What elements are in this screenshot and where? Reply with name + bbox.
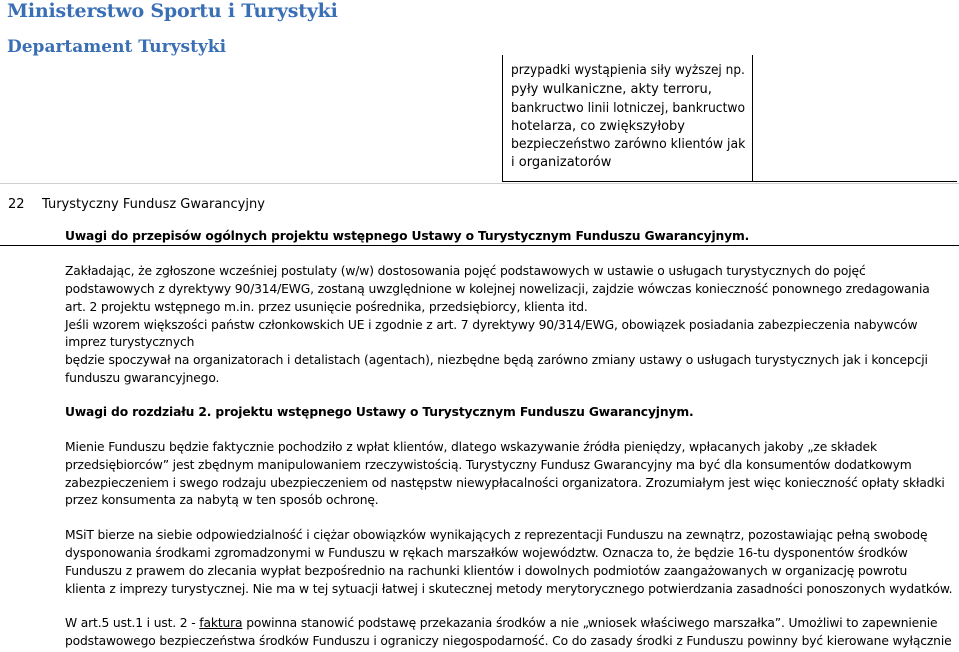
department-title: Departament Turystyki [7,37,227,57]
paragraph-line: funduszu gwarancyjnego. [65,371,220,385]
table-divider [502,181,957,182]
paragraph-line: Jeśli wzorem większości państw członkowskich UE i zgodnie z art. 7 dyrektywy 90/314/EWG, obowiązek posiadania zabezpieczenia nabywców [65,318,918,332]
section-heading-chapter2: Uwagi do rozdziału 2. projektu wstępnego Ustawy o Turystycznym Funduszu Gwarancyjnym. [65,405,694,419]
table-divider-light [0,183,959,184]
cell-text-line: hotelarza, co zwiększyłoby [511,119,685,134]
cell-text-line: bezpieczeństwo zarówno klientów jak [511,137,746,152]
paragraph-line: przedsiębiorców” jest zbędnym manipulowaniem rzeczywistością. Turystyczny Fundusz Gwarancyjny ma być dla konsumentów dodatkowym [65,458,912,472]
paragraph-line: Funduszu z prawem do zlecania wypłat bezpośrednio na rachunki klientów i dowolnych podmiotów zaangażowanych w organizację powrotu [65,564,908,578]
cell-text-line: i organizatorów [511,155,612,170]
paragraph-line: dysponowania środkami zgromadzonymi w Funduszu w rękach marszałków województw. Oznacza to, że będzie 16-tu dysponentów środków [65,546,908,560]
paragraph-line: zabezpieczeniem i swego rodzaju ubezpieczeniem od następstw niewypłacalności organizatora. Zrozumiałym jest więc konieczność opłaty składki [65,476,945,490]
paragraph-line: będzie spoczywał na organizatorach i detalistach (agentach), niezbędne będą zarówno zmiany ustawy o usługach turystycznych jak i koncepcji [65,353,928,367]
ministry-title: Ministerstwo Sportu i Turystyki [7,0,338,22]
text-run: W art.5 ust.1 i ust. 2 - [65,616,200,630]
row-title: Turystyczny Fundusz Gwarancyjny [42,197,265,212]
paragraph-line: przez konsumenta za nabytą w ten sposób ochronę. [65,493,379,507]
paragraph-line: podstawowych z dyrektywy 90/314/EWG, zostaną uwzględnione w kolejnej nowelizacji, zajdzie wówczas konieczność ponownego zredagowania [65,282,930,296]
paragraph-line: podstawowego bezpieczeństwa środków Funduszu i ograniczy niegospodarność. Co do zasady środki z Funduszu powinny być kierowane wyłącznie [65,634,952,648]
paragraph-line: MSiT bierze na siebie odpowiedzialność i ciężar obowiązków wynikających z reprezentacji Funduszu na zewnątrz, pozostawiając pełną swobodę [65,528,928,542]
cell-text-line: pyły wulkaniczne, akty terroru, [511,82,712,97]
row-number: 22 [8,197,25,212]
cell-text-line: przypadki wystąpienia siły wyższej np. [511,63,745,78]
paragraph-line: klienta z imprezy turystycznej. Nie ma w tej sytuacji łatwej i skutecznej metody merytorycznego potwierdzania zasadności ponoszonych wydatków. [65,582,953,596]
cell-text-line: bankructwo linii lotniczej, bankructwo [511,101,746,116]
paragraph-line: Zakładając, że zgłoszone wcześniej postulaty (w/w) dostosowania pojęć podstawowych w ustawie o usługach turystycznych do pojęć [65,264,866,278]
paragraph-line: art. 2 projektu wstępnego m.in. przez usunięcie pośrednika, przedsiębiorcy, klienta itd. [65,300,588,314]
paragraph-line [65,614,937,632]
faktura-link[interactable]: faktura [199,616,243,630]
paragraph-line: imprez turystycznych [65,335,195,349]
text-run: powinna stanowić podstawę przekazania środków a nie „wniosek właściwego marszałka”. Umożliwi to zapewnienie [242,616,938,630]
table-divider-bottom [0,245,959,246]
paragraph-line: Mienie Funduszu będzie faktycznie pochodziło z wpłat klientów, dlatego wskazywanie źródła pieniędzy, wpłacanych jakoby „ze składek [65,440,877,454]
section-heading-general: Uwagi do przepisów ogólnych projektu wstępnego Ustawy o Turystycznym Funduszu Gwarancyjnym. [65,229,750,243]
